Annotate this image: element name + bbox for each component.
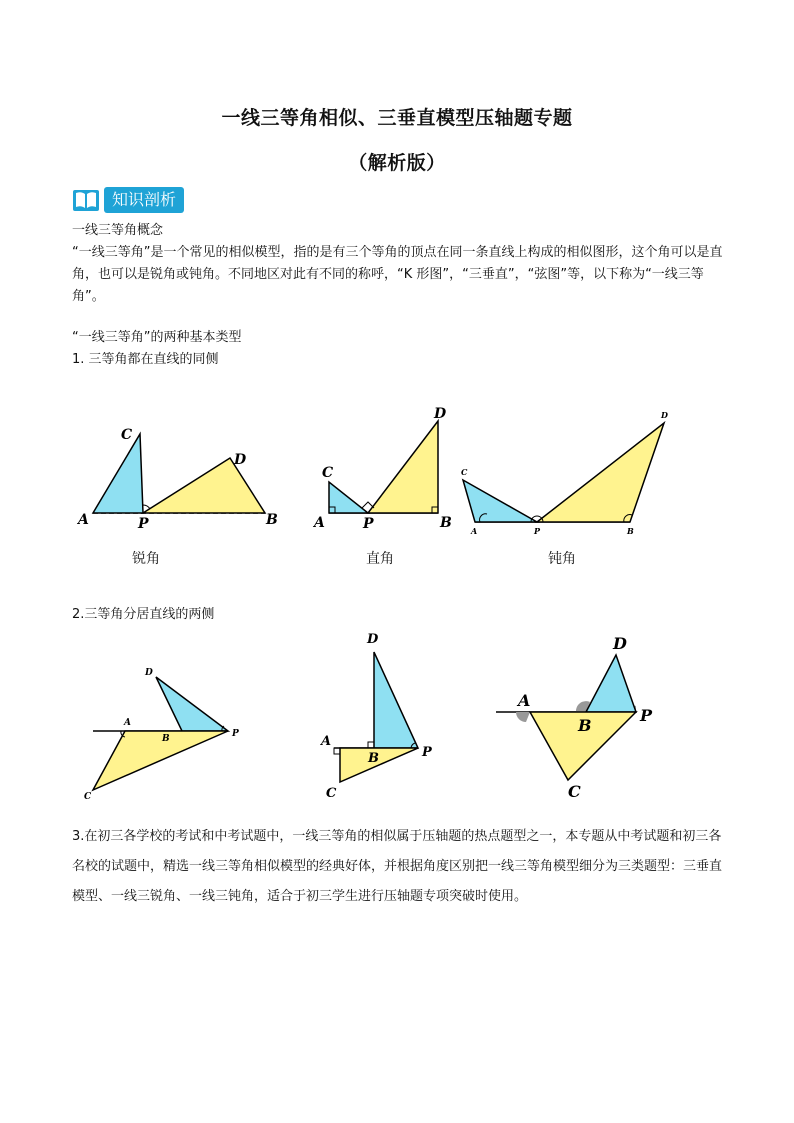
page-subtitle: （解析版）: [348, 152, 446, 174]
type1-heading: 1. 三等角都在直线的同侧: [72, 352, 219, 367]
label-d: D: [367, 632, 379, 647]
label-d: D: [434, 406, 447, 422]
label-b: B: [627, 526, 634, 536]
label-a: A: [518, 691, 531, 710]
label-p: P: [534, 526, 541, 536]
blue-triangle: [156, 677, 228, 731]
label-p: P: [363, 516, 374, 532]
blue-triangle: [93, 434, 143, 513]
yellow-triangle: [93, 731, 228, 790]
paragraph-3: 3.在初三各学校的考试和中考试题中，一线三等角的相似属于压轴题的热点题型之一，本专题从中考试题和初三各名校的试题中，精选一线三等角相似模型的经典好体，并根据角度区别把一线三等角模型细分为三类题型：三垂直模型、一线三锐角、一线三钝角，适合于初三学生进行压轴题专项突破时使用。: [72, 829, 723, 904]
blue-triangle: [374, 652, 418, 748]
figure-acute: [76, 427, 278, 532]
caption-obtuse: 钝角: [548, 551, 576, 567]
caption-right: 直角: [366, 551, 394, 567]
label-d: D: [613, 634, 627, 653]
label-a: A: [314, 515, 325, 531]
label-b: B: [266, 512, 278, 528]
label-d: D: [661, 410, 668, 420]
figure-two-sides-3: [496, 634, 653, 801]
label-a: A: [321, 734, 332, 749]
yellow-triangle: [368, 421, 438, 513]
caption-acute: 锐角: [132, 551, 160, 567]
label-a: A: [124, 718, 131, 728]
label-c: C: [84, 792, 92, 802]
figure-obtuse: [461, 410, 668, 536]
label-d: D: [145, 668, 153, 678]
label-c: C: [326, 786, 337, 801]
blue-triangle: [463, 480, 537, 522]
label-p: P: [422, 745, 432, 760]
types-heading: “一线三等角”的两种基本类型: [72, 330, 242, 345]
label-c: C: [322, 465, 334, 481]
label-b: B: [162, 734, 170, 744]
figure-two-sides-2: [319, 632, 433, 801]
label-p: P: [640, 706, 653, 725]
label-c: C: [568, 782, 581, 801]
label-b: B: [578, 716, 592, 735]
label-d: D: [234, 452, 247, 468]
figure-right: [312, 406, 452, 532]
type2-heading: 2.三等角分居直线的两侧: [72, 607, 215, 622]
yellow-triangle: [340, 748, 418, 782]
label-b: B: [368, 751, 379, 766]
label-a: A: [78, 512, 89, 528]
blue-triangle: [586, 655, 636, 712]
concept-heading: 一线三等角概念: [72, 223, 164, 238]
label-a: A: [471, 526, 478, 536]
label-c: C: [461, 467, 468, 477]
label-c: C: [121, 427, 133, 443]
figure-two-sides-1: [84, 668, 239, 802]
label-b: B: [440, 515, 452, 531]
concept-body: “一线三等角”是一个常见的相似模型，指的是有三个等角的顶点在同一条直线上构成的相似图形，这个角可以是直角，也可以是锐角或钝角。不同地区对此有不同的称呼，“K 形图”，“三垂直”，“弦图”等，以下称为“一线三等角”。: [72, 245, 723, 304]
label-p: P: [138, 516, 149, 532]
yellow-triangle: [143, 458, 265, 513]
section-label: 知识剖析: [104, 187, 184, 213]
label-p: P: [232, 729, 239, 739]
yellow-triangle: [537, 423, 664, 522]
page-title: 一线三等角相似、三垂直模型压轴题专题: [221, 107, 573, 129]
